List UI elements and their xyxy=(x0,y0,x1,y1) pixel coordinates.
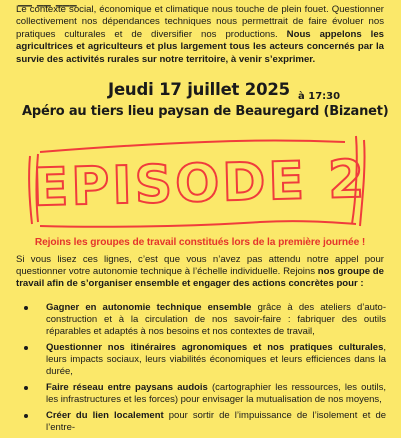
list-item-title: Créer du lien localement xyxy=(46,410,164,421)
list-item-text: grâce à des ateliers d’auto-construction et à la circulation de nos savoir-faire : fabriquer des outils réparables et adaptés à nos besoins et nos contextes de travail, xyxy=(46,302,387,337)
list-item-title: Gagner en autonomie technique ensemble xyxy=(46,302,252,313)
list-item-title: Faire réseau entre paysans audois xyxy=(46,382,208,393)
list-item-text: pour sortir de l’impuissance de l’isolement et de l’entre- xyxy=(46,410,387,433)
body-call-to-action: nos groupe de travail afin de s’organiser ensemble et engager des actions concrètes pour : xyxy=(16,266,385,290)
event-date: Jeudi 17 juillet 2025 xyxy=(108,80,290,99)
list-item-text: , leurs impacts sociaux, leurs viabilités économiques et leurs efficiences dans la durée, xyxy=(46,342,386,377)
list-item xyxy=(16,342,386,378)
stamp-scribble-top xyxy=(40,141,345,153)
list-item-text: (cartographier les ressources, les outils, les infrastructures et les forces) pour envisager la mutualisation de nos moyens, xyxy=(46,382,386,405)
intro-paragraph xyxy=(16,4,384,66)
body-paragraph xyxy=(16,254,384,291)
episode-stamp: EPISODE 2 xyxy=(31,149,369,219)
event-venue: Apéro au tiers lieu paysan de Beauregard (Bizanet) xyxy=(22,104,389,119)
intro-text: Le contexte social, économique et climatique nous touche de plein fouet. Questionner collectivement nos dépendances techniques nous permettrait de faire évoluer nos pratiques culturales et de diversifier nos productions. xyxy=(16,4,384,40)
stamp-scribble-bottom xyxy=(40,221,356,227)
event-time: à 17:30 xyxy=(298,91,341,102)
list-item xyxy=(16,302,386,338)
intro-call-to-action: Nous appelons les agricultrices et agriculteurs et plus largement tous les acteurs concernés par la survie des activités rurales sur notre territoire, à venir s’exprimer. xyxy=(16,28,384,65)
body-text: Si vous lisez ces lignes, c’est que vous n’avez pas attendu notre appel pour questionner votre autonomie technique à l’échelle individuelle. Rejoins xyxy=(16,254,384,278)
list-item xyxy=(16,382,386,406)
actions-list xyxy=(16,302,386,438)
list-item-title: Questionner nos itinéraires agronomiques et nos pratiques culturales xyxy=(46,342,384,353)
list-item xyxy=(16,410,386,434)
headline: Rejoins les groupes de travail constitués lors de la première journée ! xyxy=(34,237,366,248)
